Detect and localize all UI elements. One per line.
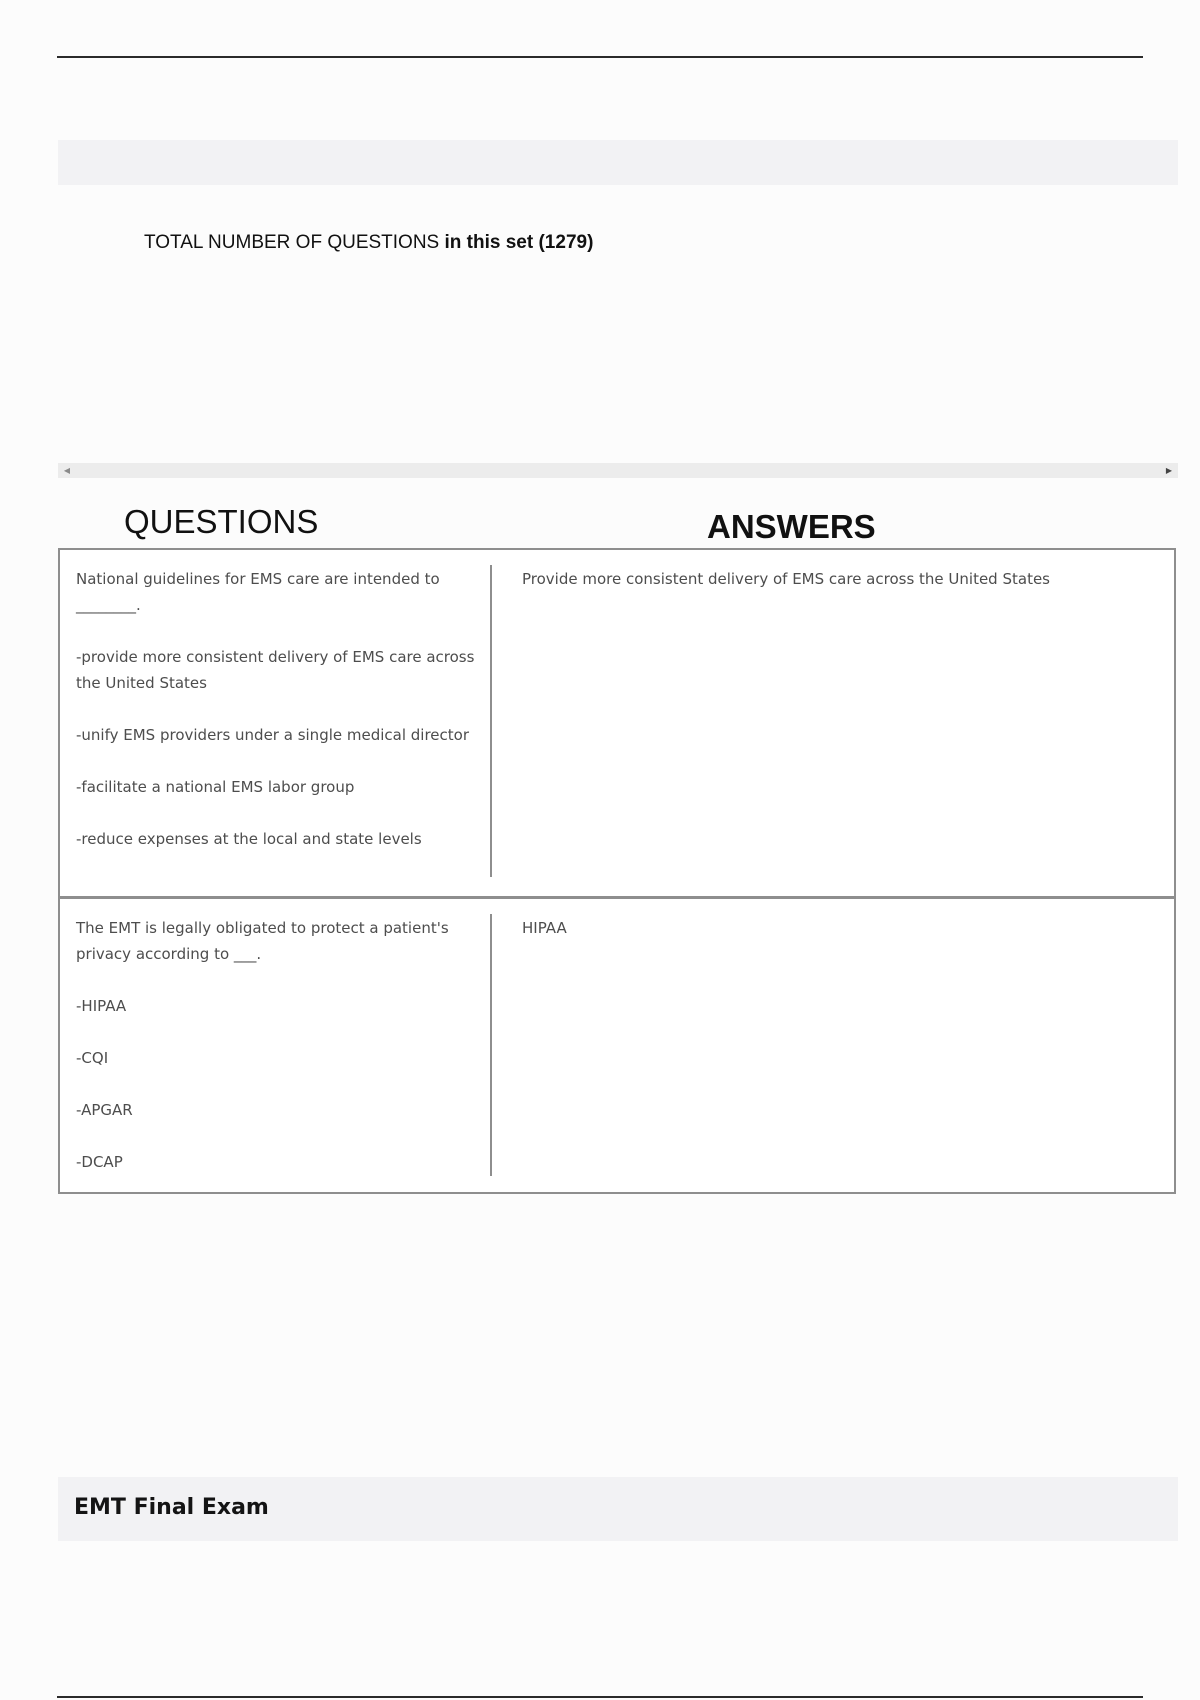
scroll-right-arrow-icon[interactable]: ▶: [1165, 466, 1173, 475]
bottom-rule: [57, 1696, 1143, 1698]
horizontal-scrollbar[interactable]: [58, 463, 1178, 478]
question-block: [76, 915, 476, 1175]
question-option: -DCAP: [76, 1153, 123, 1171]
question-option: -facilitate a national EMS labor group: [76, 778, 355, 796]
total-questions-line: [144, 232, 593, 254]
footer-band: [58, 1477, 1178, 1541]
question-stem: National guidelines for EMS care are intended to ________.: [76, 570, 440, 614]
qa-card: [58, 548, 1176, 898]
answer-text: Provide more consistent delivery of EMS care across the United States: [522, 570, 1050, 588]
question-block: [76, 566, 476, 852]
question-option: -CQI: [76, 1049, 109, 1067]
answers-column-heading: ANSWERS: [707, 508, 876, 545]
qa-card: [58, 897, 1176, 1194]
questions-column-heading: QUESTIONS: [124, 503, 319, 540]
total-questions-count: in this set (1279): [444, 232, 594, 253]
question-option: -HIPAA: [76, 997, 127, 1015]
question-option: -APGAR: [76, 1101, 133, 1119]
answer-text: HIPAA: [522, 919, 567, 937]
column-divider: [490, 565, 492, 877]
exam-title: EMT Final Exam: [74, 1495, 269, 1520]
question-option: -reduce expenses at the local and state levels: [76, 830, 422, 848]
question-option: -unify EMS providers under a single medical director: [76, 726, 470, 744]
question-stem: The EMT is legally obligated to protect a patient's privacy according to ___.: [76, 919, 449, 963]
question-option: -provide more consistent delivery of EMS care across the United States: [76, 648, 475, 692]
top-rule: [57, 56, 1143, 58]
scroll-left-arrow-icon[interactable]: ◀: [63, 466, 71, 475]
total-questions-prefix: TOTAL NUMBER OF QUESTIONS: [144, 232, 440, 253]
header-band: [58, 140, 1178, 185]
column-divider: [490, 914, 492, 1176]
